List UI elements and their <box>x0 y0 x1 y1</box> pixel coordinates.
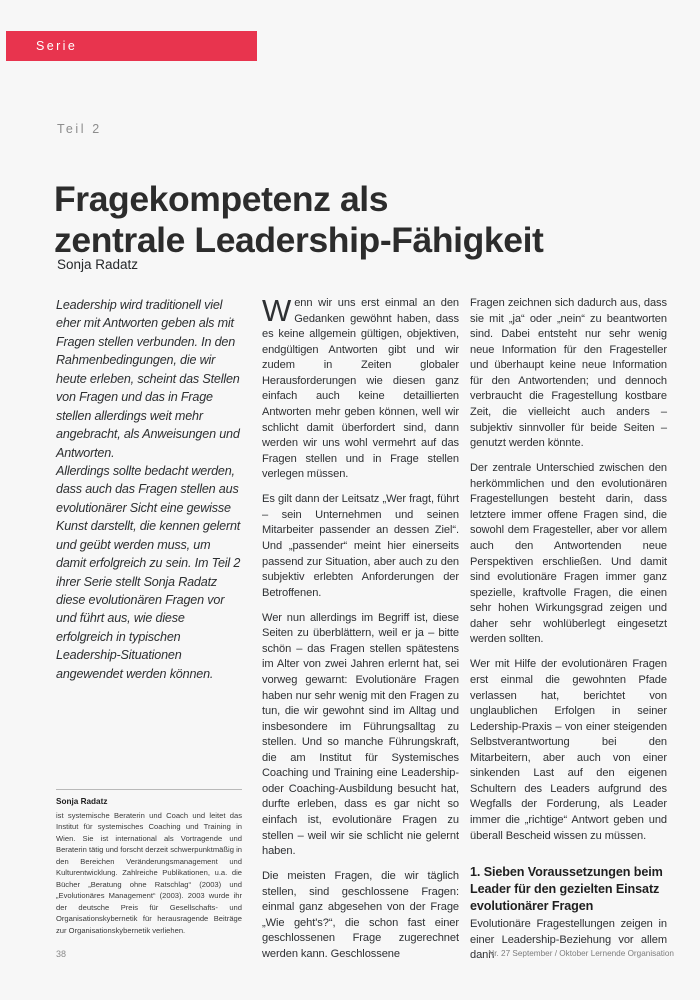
serie-banner <box>6 31 257 61</box>
page-title <box>54 179 674 261</box>
article-byline: Sonja Radatz <box>57 257 139 272</box>
intro-column <box>56 296 242 683</box>
body-paragraph-5: Fragen zeichnen sich dadurch aus, dass sie mit „ja“ oder „nein“ zu beantworten sind. Dabei entsteht nur sehr wenig neue Information für den Fragesteller und überhaupt keine neue Information für den Antwortenden; und dennoch verbraucht die Fragestellung kostbare Zeit, die vielleicht auch anders – subjektiv sinnvoller für beide Seiten – genutzt werden könnte. <box>470 297 667 450</box>
bio-divider <box>56 789 242 790</box>
body-paragraph-1 <box>262 293 459 483</box>
bio-author-text: ist systemische Beraterin und Coach und leitet das Institut für systemisches Coaching und Training in Wien. Sie ist international als Vortragende und Beraterin tätig und forscht derzeit schwerpunktmäßig in den Bereichen Veränderungsmanagement und Kulturentwicklung. Zahlreiche Publikationen, u.a. die Bücher „Beratung ohne Ratschlag“ (2003) und „Evolutionäres Management“ (2003). 2003 wurde ihr der deutsche Preis für Gesellschafts- und Organisationskybernetik für herausragende Beiträge zur Organisationskybernetik verliehen. <box>56 810 242 935</box>
body-paragraph-6: Der zentrale Unterschied zwischen den herkömmlichen und den evolutionären Fragestellungen besteht darin, dass letztere immer offene Fragen sind, die sowohl dem Fragesteller, aber vor allem auch den Antwortenden neue Perspektiven erschließen. Und damit sind evolutionäre Fragen immer ganz spezielle, kraftvolle Fragen, die einen sehr hohen Wirkungsgrad zeigen und daher sehr wohlüberlegt eingesetzt werden sollten. <box>470 462 667 646</box>
drop-cap: W <box>262 293 292 328</box>
body-paragraph-1-text: enn wir uns erst einmal an den Gedanken gewöhnt haben, dass es keine allgemein gültigen, objektiven, endgültigen Antworten gibt und wir zudem in Zeiten globaler Herausforderungen wie diesen ganz einfach auch keine detaillierten Antworten mehr geben können, well wir schlicht damit überfordert sind, dann werden wir uns wohl vermehrt auf das Fragen stellen und in Frage stellen verlegen müssen. <box>262 297 459 481</box>
author-bio-box <box>56 789 242 937</box>
body-column-right <box>470 296 667 974</box>
article-kicker: Teil 2 <box>57 122 102 136</box>
body-paragraph-4: Die meisten Fragen, die wir täglich stellen, sind geschlossene Fragen: einmal ganz abgesehen von der Frage „Wie geht's?“, die schon fast einer geschlossenen Frage zugerechnet werden kann. Geschlossene <box>262 870 459 960</box>
page-title-line-2: zentrale Leadership-Fähigkeit <box>54 219 544 260</box>
body-paragraph-7: Wer mit Hilfe der evolutionären Fragen erst einmal die gewohnten Pfade verlassen hat, berichtet von unglaublichen Erfolgen in seiner Ledership-Praxis – von einer steigenden Selbstverantwortung bei den Mitarbeitern, aber auch von einer sinkenden Last auf den eigenen Schultern des Leaders aufgrund des Wegfalls der Forderung, als Leader immer die „richtige“ Antwort geben und überall Bescheid wissen zu müssen. <box>470 658 667 842</box>
body-paragraph-2: Es gilt dann der Leitsatz „Wer fragt, führt – sein Unternehmen und seinen Mitarbeiter passender an dessen Ziel“. Und „passender“ meint hier einerseits passend zur Situation, aber auch zu den subjektiv erlebten Anforderungen der Betroffenen. <box>262 493 459 599</box>
bio-author-name: Sonja Radatz <box>56 797 108 806</box>
section-heading: 1. Sieben Voraussetzungen beim Leader für den gezielten Einsatz evolutionärer Fragen <box>470 865 663 913</box>
footer-page-number: 38 <box>56 949 67 959</box>
body-paragraph-3: Wer nun allerdings im Begriff ist, diese Seiten zu überblättern, weil er ja – bitte schön – das Fragen stellen spätestens im Alter von zwei Jahren erlernt hat, sei vorweg gewarnt: Evolutionäre Fragen haben nur sehr wenig mit den Fragen zu tun, die wir gewohnt sind im Alltag und insbesondere im Führungsalltag zu stellen. Und so manche Führungskraft, die am Institut für Systemisches Coaching und Training eine Leadership- oder Coaching-Ausbildung besucht hat, durfte erleben, dass es gar nicht so einfach ist, evolutionäre Fragen zu stellen – weil wir sie schlicht nie gelernt haben. <box>262 611 459 858</box>
page-title-line-1: Fragekompetenz als <box>54 178 389 219</box>
body-column-middle <box>262 293 459 972</box>
body-paragraph-8: Evolutionäre Fragestellungen zeigen in einer Leadership-Beziehung vor allem dann <box>470 918 667 962</box>
intro-paragraph-2: Allerdings sollte bedacht werden, dass auch das Fragen stellen aus evolutionärer Sicht eine gewisse Kunst darstellt, die kennen gelernt und geübt werden muss, um damit erfolgreich zu sein. Im Teil 2 ihrer Serie stellt Sonja Radatz diese evolutionären Fragen vor und führt aus, wie diese erfolgreich in typischen Leadership-Situationen angewendet werden können. <box>56 463 241 681</box>
intro-paragraph-1: Leadership wird traditionell viel eher mit Antworten geben als mit Fragen stellen verbunden. In den Rahmenbedingungen, die wir heute erleben, scheint das Stellen von Fragen und das in Frage stellen allerdings weit mehr angebracht, als Anweisungen und Antworten. <box>56 298 240 460</box>
serie-banner-label: Serie <box>36 38 78 53</box>
footer-publication-info: Nr. 27 September / Oktober Lernende Organisation <box>488 949 674 958</box>
